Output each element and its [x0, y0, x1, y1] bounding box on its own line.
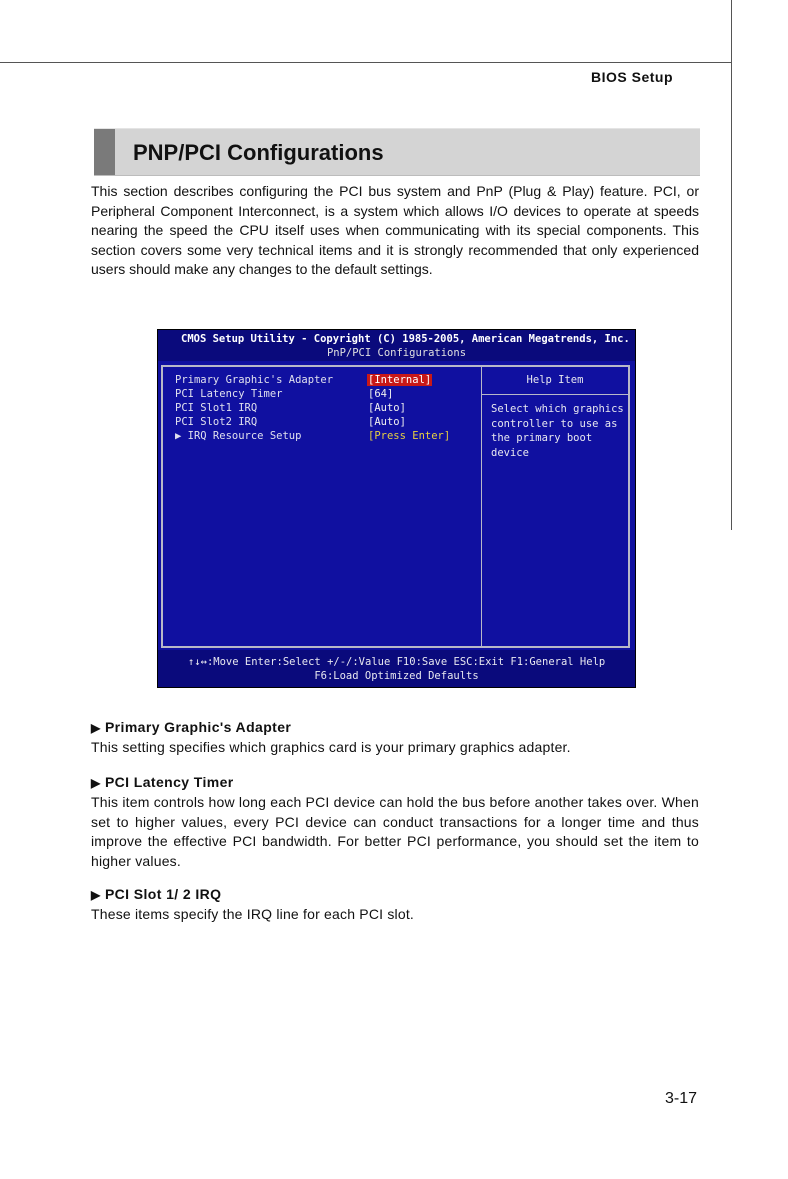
item-desc-pci-latency: This item controls how long each PCI device can hold the bus before another takes over. When set to higher values, every PCI device can conduct transactions for a longer time and thus improve the effective PCI bandwidth. For better PCI performance, you should set the item to higher values. [91, 794, 699, 869]
triangle-bullet-icon: ▶ [91, 721, 101, 735]
item-title-pci-latency [91, 774, 234, 790]
bios-row-name: Primary Graphic's Adapter [175, 374, 334, 386]
triangle-bullet-icon: ▶ [91, 888, 101, 902]
item-title-primary-graphics [91, 719, 291, 735]
bios-row-value[interactable]: [Auto] [368, 416, 406, 428]
item-title-text: Primary Graphic's Adapter [104, 719, 292, 735]
bios-row-name: PCI Latency Timer [175, 388, 283, 400]
bios-footer [158, 650, 635, 687]
bios-row-name: PCI Slot1 IRQ [175, 402, 258, 414]
running-header: BIOS Setup [590, 69, 673, 85]
section-heading-band [94, 128, 700, 176]
bios-row-value[interactable]: [64] [368, 388, 394, 400]
item-desc-pci-slot-irq: These items specify the IRQ line for each PCI slot. [91, 906, 414, 922]
triangle-bullet-icon: ▶ [91, 776, 101, 790]
item-title-text: PCI Slot 1/ 2 IRQ [104, 886, 222, 902]
bios-title: CMOS Setup Utility - Copyright (C) 1985-2005, American Megatrends, Inc. [181, 333, 630, 345]
bios-subtitle: PnP/PCI Configurations [326, 347, 467, 359]
bios-footer-keys: ↑↓↔:Move Enter:Select +/-/:Value F10:Save ESC:Exit F1:General Help [188, 656, 606, 668]
bios-row-name: PCI Slot2 IRQ [175, 416, 258, 428]
item-title-pci-slot-irq [91, 886, 221, 902]
page-number: 3-17 [664, 1090, 697, 1107]
bios-row-value[interactable]: [Internal] [368, 374, 432, 386]
margin-vertical-rule [731, 0, 732, 530]
bios-row-name: ▶ IRQ Resource Setup [175, 430, 302, 442]
item-desc-primary-graphics: This setting specifies which graphics card is your primary graphics adapter. [91, 739, 571, 755]
section-title: PNP/PCI Configurations [133, 140, 384, 165]
bios-row-value[interactable]: [Press Enter] [368, 430, 451, 442]
intro-paragraph: This section describes configuring the PCI bus system and PnP (Plug & Play) feature. PCI, or Peripheral Component Interconnect, is a system which allows I/O devices to operate at speeds nearing the speed the CPU itself uses when communicating with its special components. This section covers some very technical items and it is strongly recommended that only experienced users should make any changes to the default settings. [91, 183, 699, 277]
bios-row-value[interactable]: [Auto] [368, 402, 406, 414]
bios-header [158, 330, 635, 361]
bios-panel-divider [481, 367, 482, 646]
header-rule [0, 62, 731, 63]
bios-help-title: Help Item [526, 374, 584, 386]
section-heading-bar [94, 129, 115, 175]
bios-footer-defaults: F6:Load Optimized Defaults [314, 670, 479, 682]
bios-help-separator [482, 394, 628, 395]
bios-screenshot [157, 329, 636, 688]
item-title-text: PCI Latency Timer [104, 774, 234, 790]
bios-help-text: Select which graphics controller to use as the primary boot device [491, 403, 624, 459]
